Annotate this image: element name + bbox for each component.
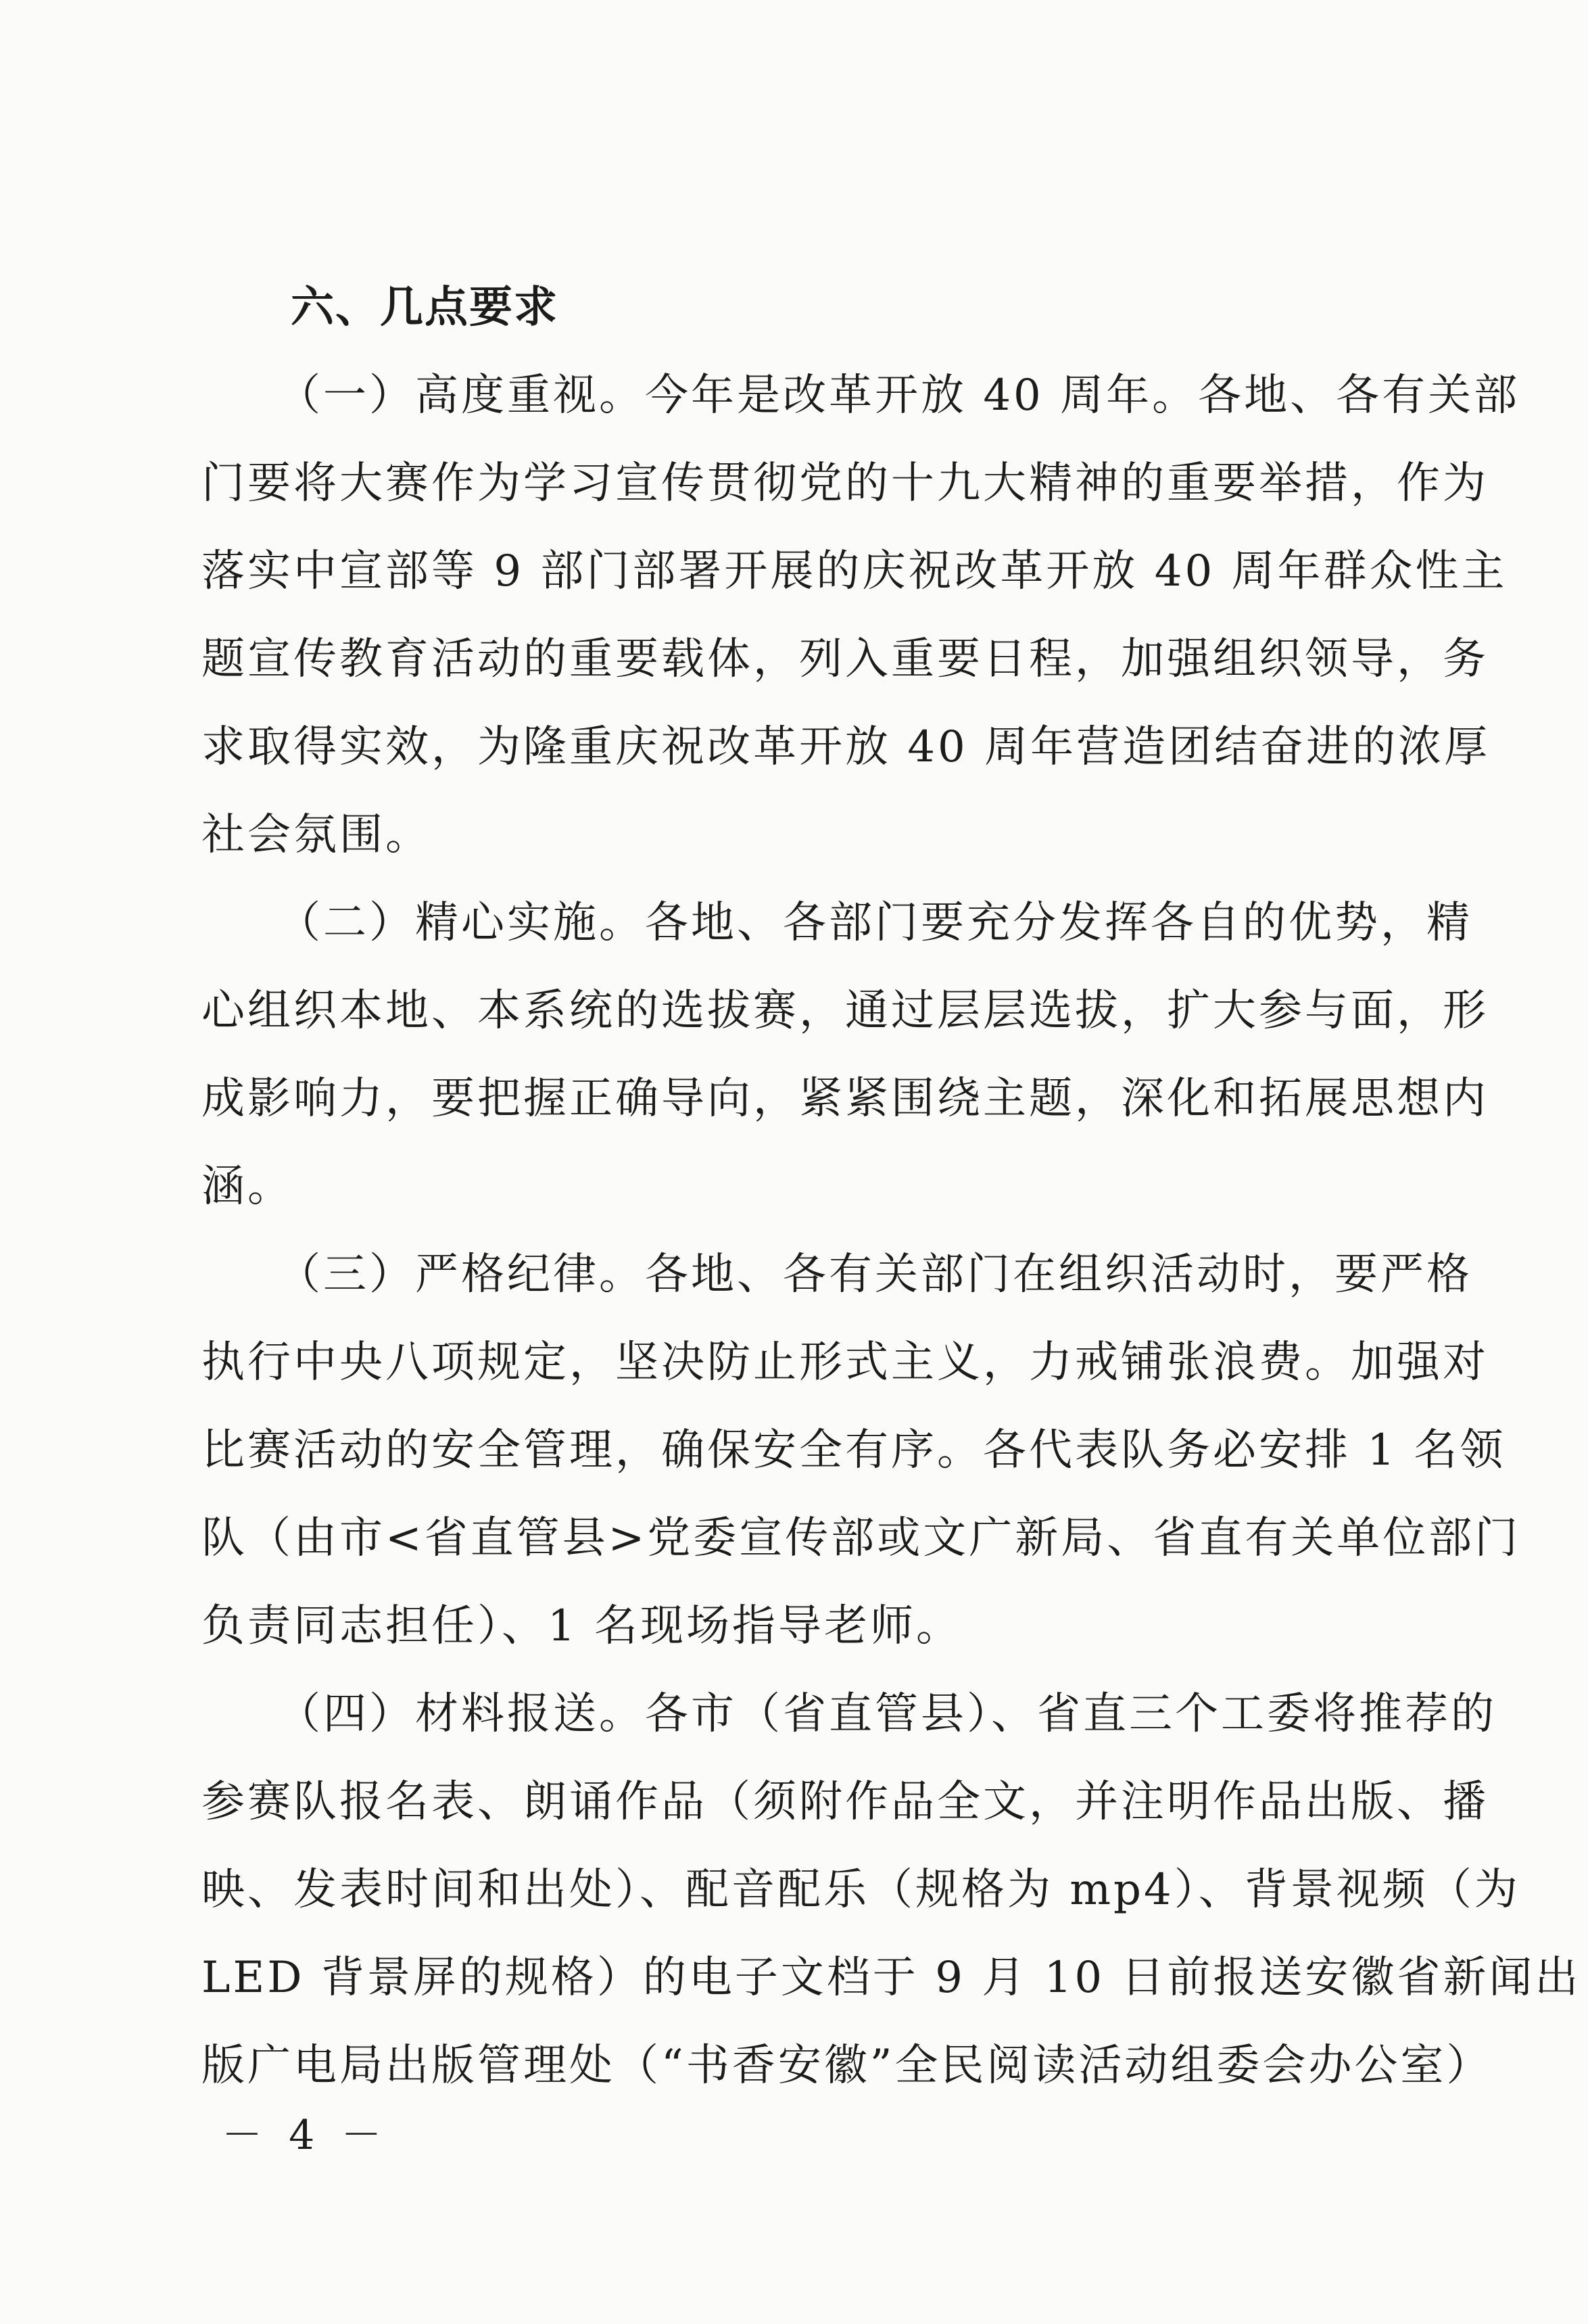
paragraph-line: 负责同志担任）、1 名现场指导老师。 bbox=[201, 1601, 963, 1651]
paragraph-line: 题宣传教育活动的重要载体，列入重要日程，加强组织领导，务 bbox=[201, 634, 1489, 684]
paragraph-line: （四）材料报送。各市（省直管县）、省直三个工委将推荐的 bbox=[277, 1689, 1497, 1739]
paragraph-line: 门要将大赛作为学习宣传贯彻党的十九大精神的重要举措，作为 bbox=[201, 458, 1489, 508]
paragraph-line: 社会氛围。 bbox=[201, 810, 431, 860]
page-number: － 4 － bbox=[222, 2112, 389, 2159]
section-heading: 六、几点要求 bbox=[291, 283, 558, 333]
paragraph-line: 参赛队报名表、朗诵作品（须附作品全文，并注明作品出版、播 bbox=[201, 1777, 1489, 1827]
paragraph-3 bbox=[201, 1231, 1521, 1670]
paragraph-line: 涵。 bbox=[201, 1162, 293, 1212]
paragraph-4 bbox=[201, 1670, 1581, 2110]
paragraph-line: 映、发表时间和出处）、配音配乐（规格为 mp4）、背景视频（为 bbox=[201, 1865, 1520, 1915]
paragraph-2 bbox=[201, 879, 1489, 1231]
paragraph-line: LED 背景屏的规格）的电子文档于 9 月 10 日前报送安徽省新闻出 bbox=[201, 1953, 1581, 2003]
paragraph-line: 心组织本地、本系统的选拔赛，通过层层选拔，扩大参与面，形 bbox=[201, 986, 1489, 1036]
paragraph-line: 比赛活动的安全管理，确保安全有序。各代表队务必安排 1 名领 bbox=[201, 1425, 1506, 1475]
paragraph-line: 执行中央八项规定，坚决防止形式主义，力戒铺张浪费。加强对 bbox=[201, 1337, 1489, 1388]
paragraph-1 bbox=[201, 352, 1520, 879]
paragraph-line: 队（由市<省直管县>党委宣传部或文广新局、省直有关单位部门 bbox=[201, 1513, 1521, 1563]
paragraph-line: 成影响力，要把握正确导向，紧紧围绕主题，深化和拓展思想内 bbox=[201, 1074, 1489, 1124]
paragraph-line: 落实中宣部等 9 部门部署开展的庆祝改革开放 40 周年群众性主 bbox=[201, 546, 1508, 596]
body-text bbox=[201, 264, 1581, 2110]
paragraph-line: 版广电局出版管理处（“书香安徽”全民阅读活动组委会办公室） bbox=[201, 2041, 1493, 2091]
paragraph-line: （二）精心实施。各地、各部门要充分发挥各自的优势，精 bbox=[277, 898, 1472, 948]
paragraph-line: （一）高度重视。今年是改革开放 40 周年。各地、各有关部 bbox=[277, 371, 1520, 421]
paragraph-line: 求取得实效，为隆重庆祝改革开放 40 周年营造团结奋进的浓厚 bbox=[201, 722, 1491, 772]
paragraph-line: （三）严格纪律。各地、各有关部门在组织活动时，要严格 bbox=[277, 1250, 1472, 1300]
